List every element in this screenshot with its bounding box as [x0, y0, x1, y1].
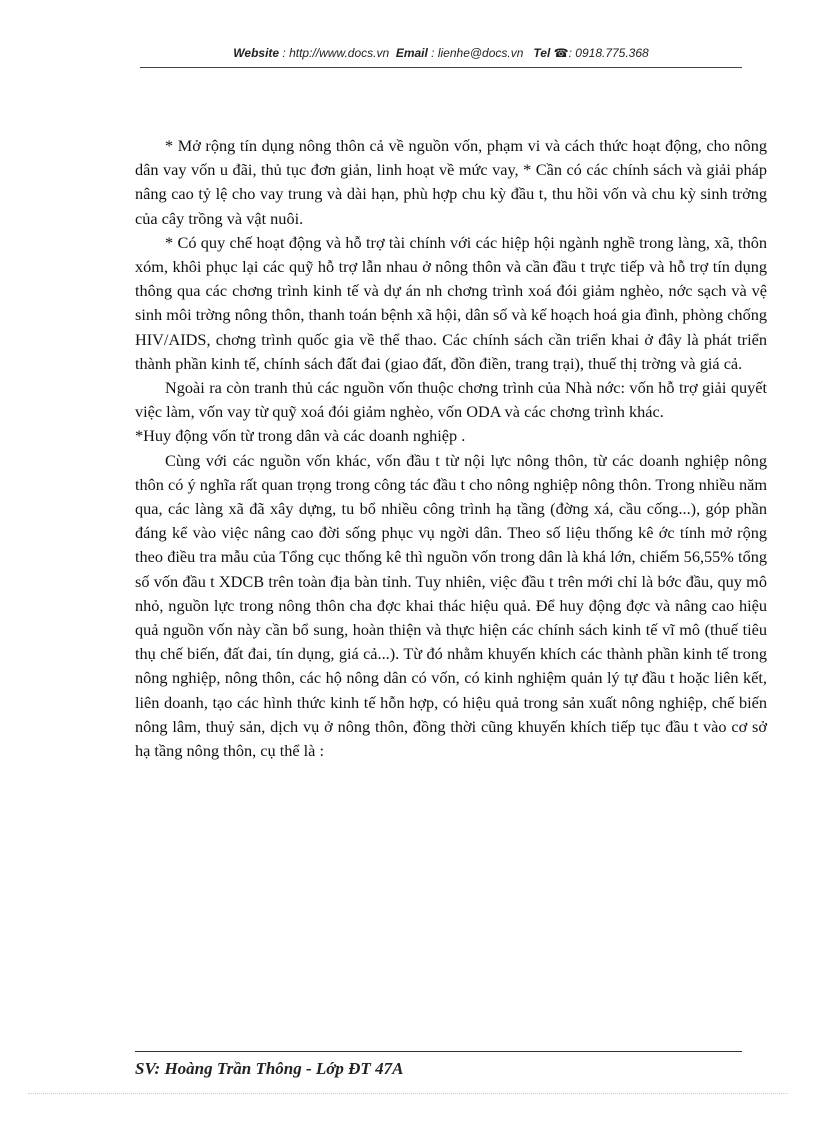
- tel-value: : 0918.775.368: [568, 46, 649, 60]
- paragraph-regulations: * Có quy chế hoạt động và hỗ trợ tài chính với các hiệp hội ngành nghề trong làng, xã, thôn xóm, khôi phục lại các quỹ hỗ trợ lẫn nhau ở nông thôn và cần đầu t trực tiếp và hỗ trợ tín dụng thông qua các chơng trình kinh tế và dự án nh chơng trình xoá đói giảm nghèo, nớc sạch và vệ sinh môi trờng nông thôn, thanh toán bệnh xã hội, dân số và kế hoạch hoá gia đình, phòng chống HIV/AIDS, chơng trình quốc gia về thể thao. Các chính sách cần triển khai ở đây là phát triển thành phần kinh tế, chính sách đất đai (giao đất, đồn điền, trang trại), thuế thị trờng và giá cả.: [135, 232, 767, 373]
- header-divider: [140, 67, 742, 68]
- footer-divider: [135, 1051, 742, 1052]
- paragraph-mobilize-heading: *Huy động vốn từ trong dân và các doanh nghiệp .: [135, 426, 466, 446]
- email-label: Email: [395, 46, 428, 60]
- paragraph-internal-capital: Cùng với các nguồn vốn khác, vốn đầu t từ nội lực nông thôn, từ các doanh nghiệp nông thôn có ý nghĩa rất quan trọng trong công tác đầu t cho nông nghiệp nông thôn. Trong nhiều năm qua, các làng xã đã xây dựng, tu bổ nhiều công trình hạ tầng (đờng xá, cầu cống...), góp phần đáng kể vào việc nâng cao đời sống phục vụ ngời dân. Theo số liệu thống kê ớc tính mở rộng theo điều tra mẫu của Tổng cục thống kê thì nguồn vốn trong dân là khá lớn, chiếm 56,55% tổng số vốn đầu t XDCB trên toàn địa bàn tỉnh. Tuy nhiên, việc đầu t trên mới chỉ là bớc đầu, quy mô nhỏ, nguồn lực trong nông thôn cha đợc khai thác hiệu quả. Để huy động đợc và nâng cao hiệu quả nguồn vốn này cần bổ sung, hoàn thiện và thực hiện các chính sách kinh tế vĩ mô (thuế tiêu thụ chế biến, đất đai, tín dụng, giá cả...). Từ đó nhằm khuyến khích các thành phần kinh tế trong nông nghiệp, nông thôn, các hộ nông dân có vốn, có kinh nghiệm quản lý tự đầu t hoặc liên kết, liên doanh, tạo các hình thức kinh tế hỗn hợp, có hiệu quả trong sản xuất nông nghiệp, chế biến nông lâm, thuỷ sản, dịch vụ ở nông thôn, đồng thời cũng khuyến khích tiếp tục đầu t vào cơ sở hạ tầng nông thôn, cụ thể là :: [135, 450, 767, 761]
- page-header: [140, 46, 742, 60]
- paragraph-credit-expansion: * Mở rộng tín dụng nông thôn cả về nguồn vốn, phạm vi và cách thức hoạt động, cho nông dân vay vốn u đãi, thủ tục đơn giản, linh hoạt về mức vay, * Cần có các chính sách và giải pháp nâng cao tỷ lệ cho vay trung và dài hạn, phù hợp chu kỳ đầu t, thu hồi vốn và chu kỳ sinh trởng của cây trồng và vật nuôi.: [135, 136, 767, 228]
- email-value[interactable]: : lienhe@docs.vn: [431, 46, 524, 60]
- page-footer: SV: Hoàng Trần Thông - Lớp ĐT 47A: [135, 1059, 404, 1078]
- paragraph-state-programs: Ngoài ra còn tranh thủ các nguồn vốn thuộc chơng trình của Nhà nớc: vốn hỗ trợ giải quyết việc làm, vốn vay từ quỹ xoá đói giảm nghèo, vốn ODA và các chơng trình khác.: [135, 378, 767, 422]
- phone-icon: ☎: [553, 46, 569, 60]
- page-edge: [28, 1093, 788, 1094]
- website-value[interactable]: : http://www.docs.vn: [282, 46, 390, 60]
- tel-label: Tel: [533, 46, 551, 60]
- document-body: [135, 134, 767, 763]
- website-label: Website: [233, 46, 280, 60]
